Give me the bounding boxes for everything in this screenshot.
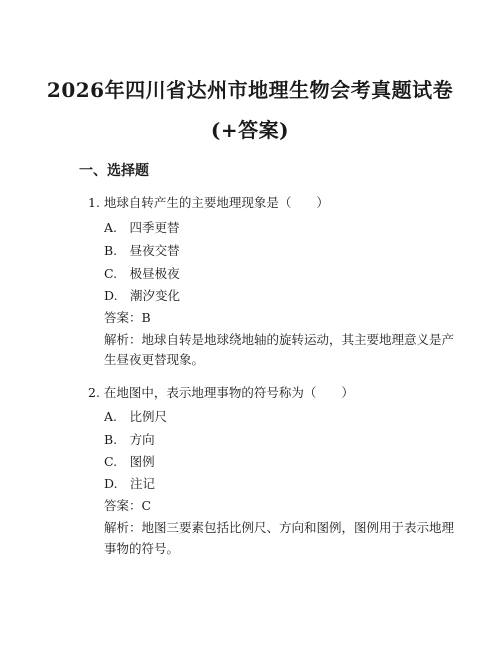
question-2-analysis: 解析：地图三要素包括比例尺、方向和图例，图例用于表示地理 xyxy=(104,520,455,535)
question-2-analysis-cont: 事物的符号。 xyxy=(104,541,180,556)
question-2-option-a: A. 比例尺 xyxy=(104,409,168,424)
document-subtitle: (+答案) xyxy=(210,118,290,142)
question-1-option-c: C. 极昼极夜 xyxy=(104,266,180,281)
question-2-answer: 答案：C xyxy=(104,498,152,513)
question-2-option-c: C. 图例 xyxy=(104,454,155,469)
question-1-stem: 1. 地球自转产生的主要地理现象是（ ） xyxy=(88,195,329,210)
question-1-analysis: 解析：地球自转是地球绕地轴的旋转运动，其主要地理意义是产 xyxy=(104,332,455,347)
question-1-analysis-cont: 生昼夜更替现象。 xyxy=(104,352,205,367)
question-1-option-d: D. 潮汐变化 xyxy=(104,288,181,303)
question-1-answer: 答案：B xyxy=(104,310,151,325)
document-title: 2026年四川省达州市地理生物会考真题试卷 xyxy=(46,78,454,102)
question-2-option-d: D. 注记 xyxy=(104,476,156,491)
section-heading: 一、选择题 xyxy=(79,163,149,179)
question-1-option-a: A. 四季更替 xyxy=(104,220,180,235)
question-1-option-b: B. 昼夜交替 xyxy=(104,243,180,258)
question-2-option-b: B. 方向 xyxy=(104,432,155,447)
question-2-stem: 2. 在地图中，表示地理事物的符号称为（ ） xyxy=(88,385,354,400)
